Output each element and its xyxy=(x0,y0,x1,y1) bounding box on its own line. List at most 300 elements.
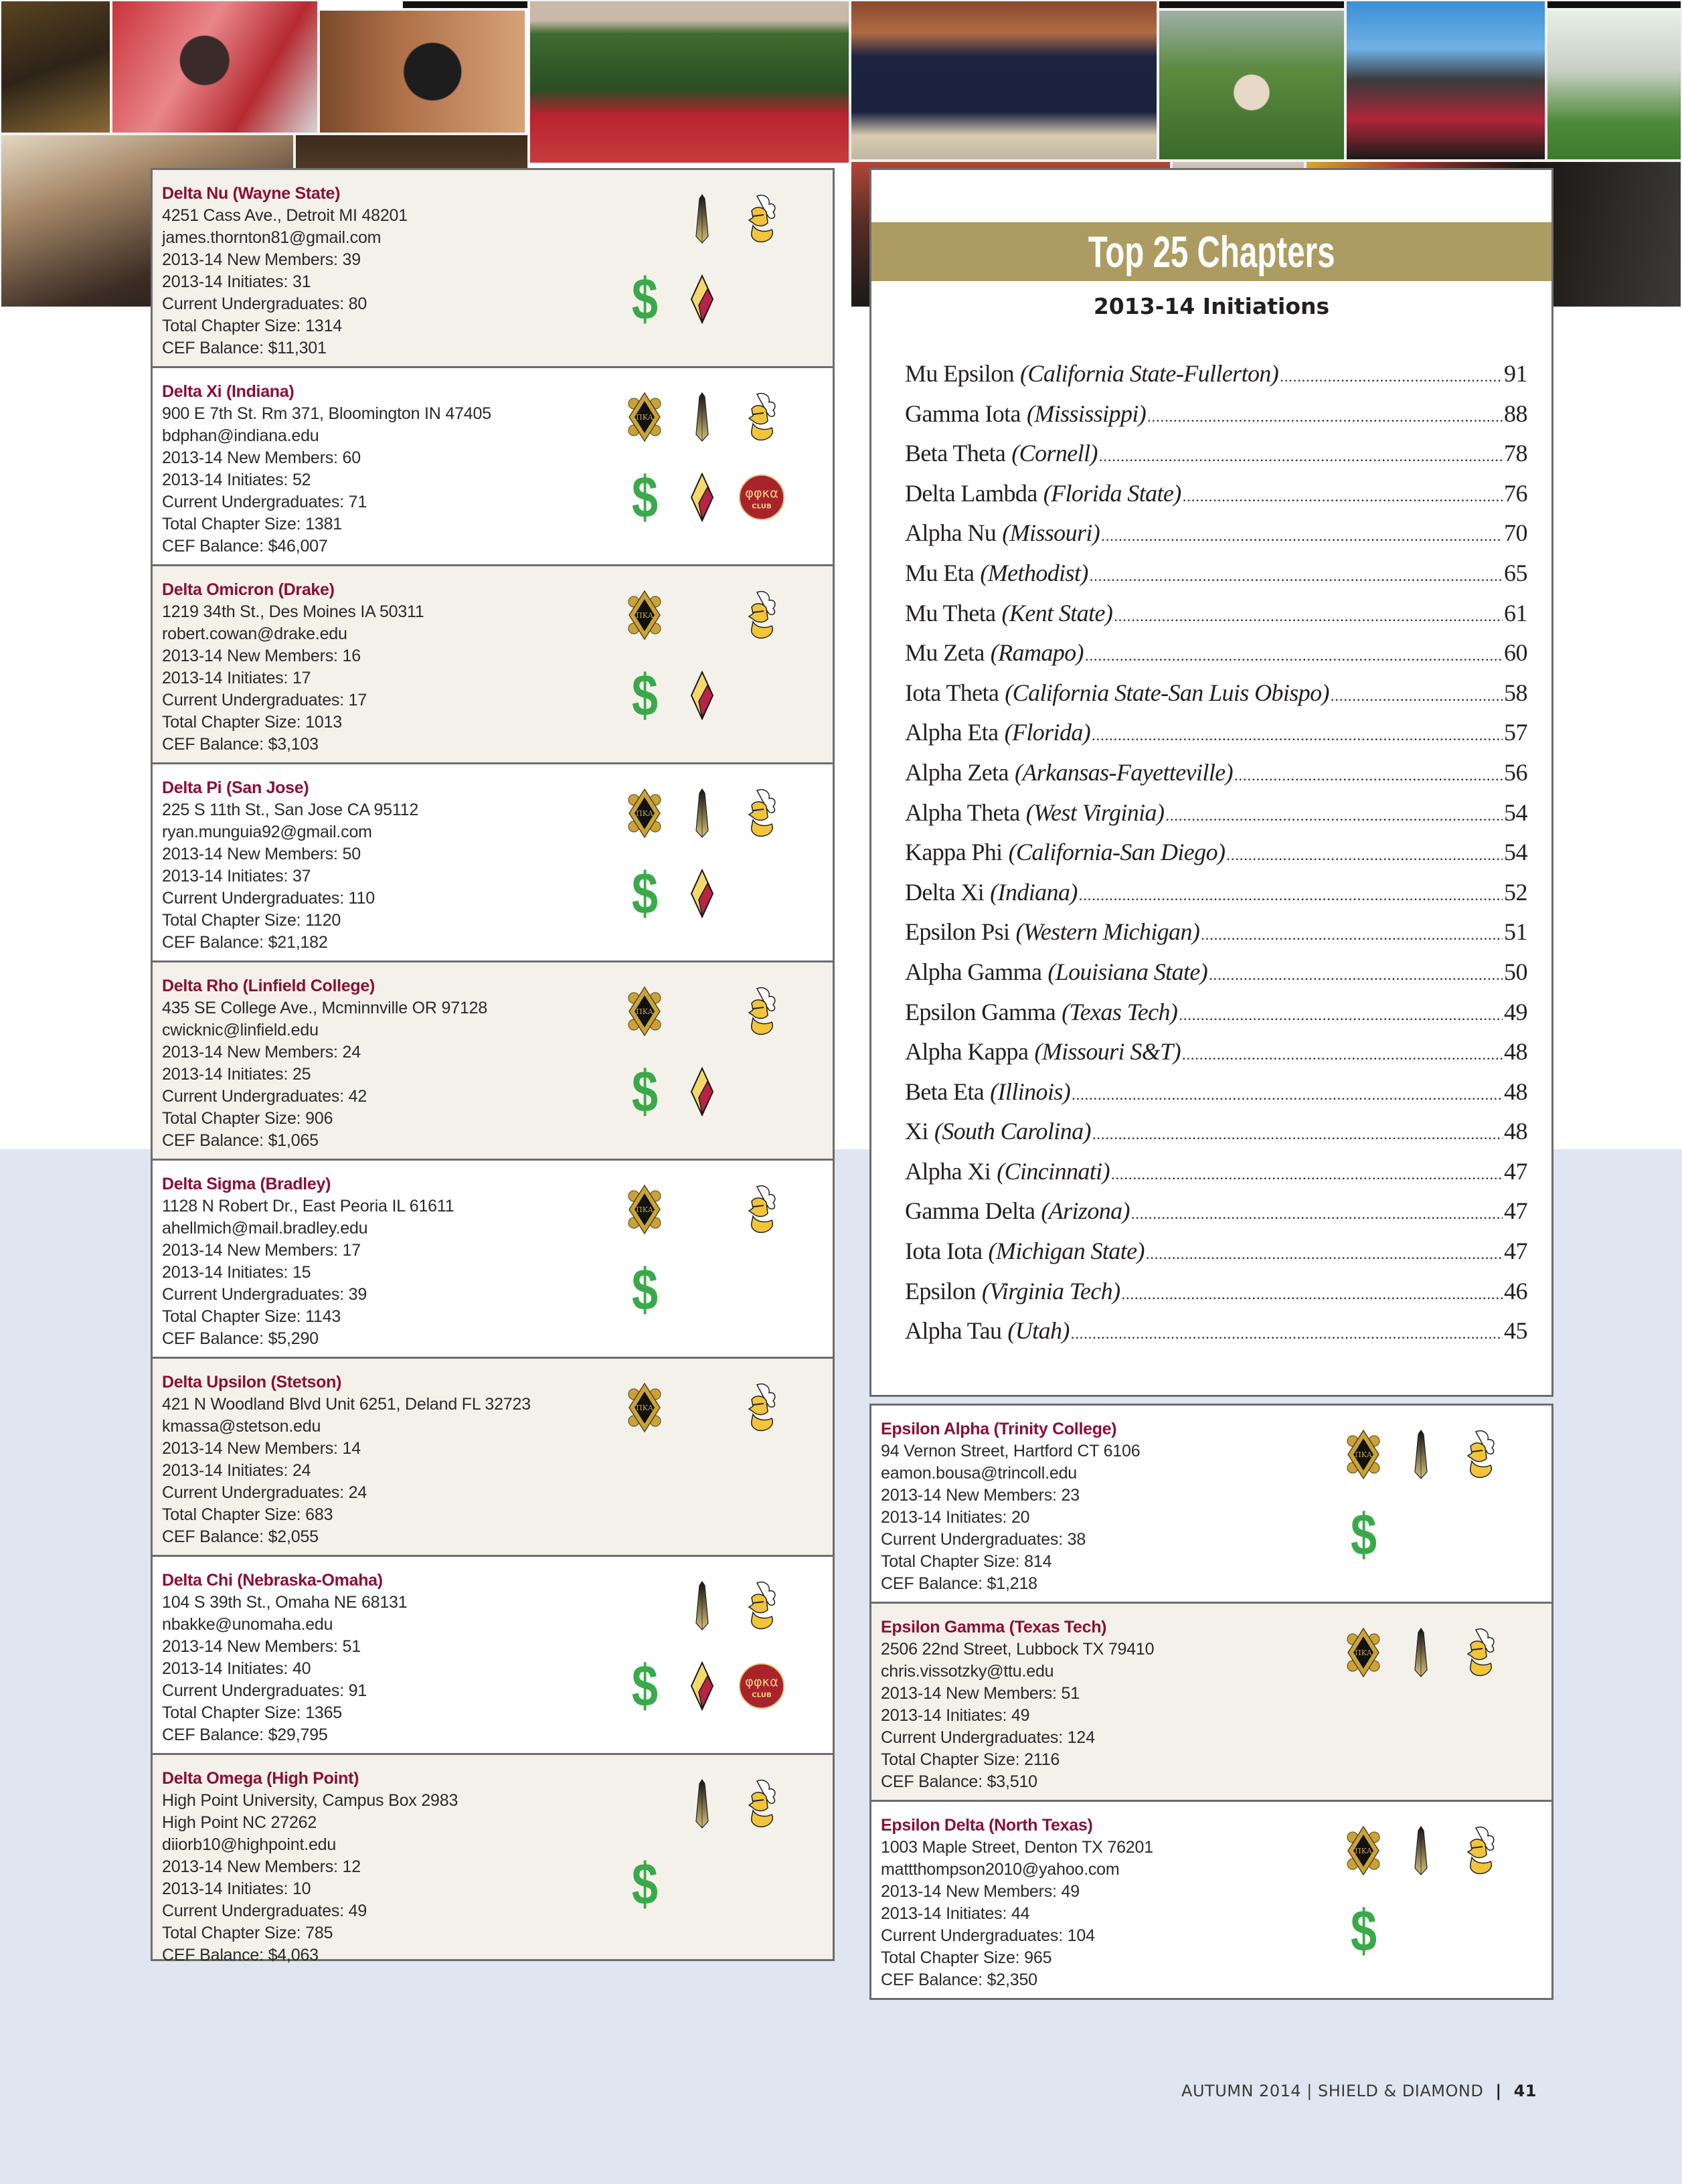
top25-row xyxy=(905,878,1527,918)
chapter-card xyxy=(871,1406,1551,1604)
chapter-undergrads: Current Undergraduates: 110 xyxy=(162,889,375,908)
top25-row xyxy=(905,679,1527,719)
award-icons xyxy=(621,1185,822,1345)
top25-school: (Missouri) xyxy=(1002,519,1100,547)
chapter-undergrads: Current Undergraduates: 39 xyxy=(162,1285,367,1304)
knight-icon xyxy=(1457,1628,1504,1677)
badge-icon xyxy=(621,1185,668,1234)
award-icons xyxy=(1340,1430,1541,1590)
football-player-photo xyxy=(111,0,319,134)
top25-school: (Mississippi) xyxy=(1026,400,1147,427)
top25-count: 51 xyxy=(1504,918,1527,946)
top25-row xyxy=(905,1197,1527,1237)
chapter-cef-balance: CEF Balance: $11,301 xyxy=(162,339,327,357)
top25-school: (Michigan State) xyxy=(988,1238,1145,1265)
top25-count: 48 xyxy=(1504,1078,1527,1105)
top25-chapter: Epsilon Psi xyxy=(905,918,1010,946)
chapter-address: 421 N Woodland Blvd Unit 6251, Deland FL 32723 xyxy=(162,1395,531,1414)
chapter-initiates: 2013-14 Initiates: 17 xyxy=(162,669,311,687)
top25-chapter: Iota Iota xyxy=(905,1238,983,1265)
chapter-email[interactable]: diiorb10@highpoint.edu xyxy=(162,1835,337,1854)
top25-row xyxy=(905,838,1527,878)
chapter-new-members: 2013-14 New Members: 12 xyxy=(162,1857,361,1876)
top25-school: (Western Michigan) xyxy=(1015,918,1200,946)
top25-chapter: Beta Eta xyxy=(905,1078,985,1105)
pika-banner-photo xyxy=(1345,0,1546,161)
chapter-undergrads: Current Undergraduates: 80 xyxy=(162,295,367,313)
top25-school: (California State-Fullerton) xyxy=(1020,360,1279,387)
top25-chapter: Gamma Delta xyxy=(905,1197,1035,1225)
top25-chapter: Delta Xi xyxy=(905,878,985,906)
chapter-name: Delta Omega (High Point) xyxy=(162,1769,359,1788)
badge-icon xyxy=(1340,1826,1387,1875)
dot-leader xyxy=(1092,1126,1503,1143)
dollar-icon xyxy=(621,1851,668,1917)
chapter-group-photo xyxy=(850,0,1158,161)
top25-chapter: Alpha Nu xyxy=(905,519,997,547)
knight-icon xyxy=(738,1581,785,1630)
club-icon xyxy=(738,1661,785,1711)
top25-list xyxy=(905,359,1527,1357)
chapter-address: 104 S 39th St., Omaha NE 68131 xyxy=(162,1593,408,1612)
top25-title: Top 25 Chapters xyxy=(1088,227,1335,276)
chapter-name: Delta Sigma (Bradley) xyxy=(162,1175,331,1193)
chapter-undergrads: Current Undergraduates: 17 xyxy=(162,691,367,709)
top25-row xyxy=(905,559,1527,599)
chapter-card xyxy=(871,1802,1551,1998)
chapter-cef-balance: CEF Balance: $3,510 xyxy=(881,1772,1037,1791)
chapter-card xyxy=(153,566,833,764)
top25-school: (Missouri S&T) xyxy=(1034,1038,1181,1066)
award-icons xyxy=(621,1779,822,1940)
badge-icon xyxy=(621,1383,668,1432)
dot-leader xyxy=(1183,488,1503,505)
top25-row xyxy=(905,639,1527,679)
top25-count: 57 xyxy=(1504,719,1527,746)
top25-row xyxy=(905,799,1527,839)
chapter-chapter-size: Total Chapter Size: 814 xyxy=(881,1552,1052,1571)
chapter-new-members: 2013-14 New Members: 39 xyxy=(162,250,361,269)
top25-chapter: Epsilon xyxy=(905,1277,976,1305)
top25-chapter: Alpha Zeta xyxy=(905,758,1009,786)
top25-school: (Arkansas-Fayetteville) xyxy=(1014,758,1233,786)
top25-count: 56 xyxy=(1504,758,1527,786)
chapter-new-members: 2013-14 New Members: 24 xyxy=(162,1043,361,1062)
chapter-undergrads: Current Undergraduates: 42 xyxy=(162,1087,367,1106)
basketball-player-photo xyxy=(319,9,526,134)
chapter-chapter-size: Total Chapter Size: 1013 xyxy=(162,713,342,732)
top25-panel xyxy=(869,168,1553,1397)
chapter-name: Delta Upsilon (Stetson) xyxy=(162,1373,342,1392)
award-icons xyxy=(621,987,822,1147)
top25-chapter: Gamma Iota xyxy=(905,400,1021,427)
dot-leader xyxy=(1121,1286,1503,1303)
dollar-icon xyxy=(621,464,668,530)
chapter-card xyxy=(153,1161,833,1359)
chapter-new-members: 2013-14 New Members: 51 xyxy=(162,1637,361,1656)
top25-chapter: Alpha Eta xyxy=(905,719,999,746)
dollar-icon xyxy=(621,1653,668,1719)
lacrosse-photo xyxy=(1546,9,1682,161)
chapter-cef-balance: CEF Balance: $2,055 xyxy=(162,1527,319,1546)
chapter-email[interactable]: james.thornton81@gmail.com xyxy=(162,228,382,247)
chapter-initiates: 2013-14 Initiates: 24 xyxy=(162,1461,311,1480)
top25-count: 54 xyxy=(1504,799,1527,826)
chapter-chapter-size: Total Chapter Size: 785 xyxy=(162,1924,333,1942)
top25-row xyxy=(905,479,1527,519)
top25-row xyxy=(905,918,1527,958)
top25-row xyxy=(905,758,1527,799)
chapter-cef-balance: CEF Balance: $1,218 xyxy=(881,1574,1037,1593)
chapter-email[interactable]: chris.vissotzky@ttu.edu xyxy=(881,1662,1054,1681)
photo-strip xyxy=(1158,0,1345,9)
top25-school: (Kent State) xyxy=(1001,599,1113,626)
chapter-email[interactable]: ahellmich@mail.bradley.edu xyxy=(162,1219,368,1238)
top25-count: 76 xyxy=(1504,479,1527,507)
knight-icon xyxy=(738,987,785,1036)
chapter-pika-letters-photo xyxy=(529,0,850,164)
chapter-info xyxy=(881,1418,1140,1595)
footer-separator: | xyxy=(1495,2082,1502,2100)
badge-icon xyxy=(621,392,668,442)
top25-chapter: Mu Eta xyxy=(905,559,975,586)
dot-leader xyxy=(1114,608,1503,625)
dot-leader xyxy=(1099,448,1503,465)
top25-count: 50 xyxy=(1504,958,1527,985)
dollar-icon xyxy=(621,662,668,728)
top25-count: 70 xyxy=(1504,519,1527,547)
chapter-info xyxy=(162,1371,531,1548)
dollar-icon xyxy=(621,860,668,926)
dot-leader xyxy=(1280,368,1503,386)
chapter-new-members: 2013-14 New Members: 51 xyxy=(881,1684,1080,1703)
chapter-undergrads: Current Undergraduates: 24 xyxy=(162,1483,367,1502)
dollar-sign-glyph: $ xyxy=(631,1058,658,1124)
obelisk-icon xyxy=(679,194,726,244)
top25-school: (South Carolina) xyxy=(934,1118,1091,1145)
knight-icon xyxy=(1457,1430,1504,1479)
chapter-cef-balance: CEF Balance: $46,007 xyxy=(162,537,328,556)
top25-count: 61 xyxy=(1504,599,1527,626)
top25-count: 46 xyxy=(1504,1277,1527,1305)
top25-chapter: Delta Lambda xyxy=(905,479,1037,507)
dot-leader xyxy=(1209,967,1503,984)
dot-leader xyxy=(1101,527,1503,545)
chapter-new-members: 2013-14 New Members: 49 xyxy=(881,1882,1080,1901)
club-icon xyxy=(738,473,785,522)
top25-chapter: Alpha Kappa xyxy=(905,1038,1029,1066)
badge-icon xyxy=(1340,1430,1387,1479)
chapter-email[interactable]: cwicknic@linfield.edu xyxy=(162,1021,319,1039)
chapter-new-members: 2013-14 New Members: 16 xyxy=(162,647,361,665)
chapter-initiates: 2013-14 Initiates: 40 xyxy=(162,1659,311,1678)
chapter-info xyxy=(881,1815,1153,1991)
chapter-name: Epsilon Gamma (Texas Tech) xyxy=(881,1618,1107,1636)
chapter-initiates: 2013-14 Initiates: 31 xyxy=(162,272,311,291)
top25-count: 45 xyxy=(1504,1317,1527,1345)
obelisk-icon xyxy=(1398,1628,1444,1677)
obelisk-icon xyxy=(679,1581,726,1630)
chapter-address: 1128 N Robert Dr., East Peoria IL 61611 xyxy=(162,1197,454,1215)
chapter-name: Delta Omicron (Drake) xyxy=(162,580,335,599)
dot-leader xyxy=(1090,568,1503,585)
chapter-card xyxy=(153,1557,833,1755)
photo-strip xyxy=(1546,0,1682,9)
chapter-address: 1219 34th St., Des Moines IA 50311 xyxy=(162,602,424,621)
chapter-initiates: 2013-14 Initiates: 37 xyxy=(162,867,311,886)
top25-school: (Cornell) xyxy=(1011,440,1098,467)
top25-row xyxy=(905,1117,1527,1157)
chapter-cef-balance: CEF Balance: $5,290 xyxy=(162,1329,319,1348)
obelisk-icon xyxy=(679,392,726,442)
chapter-initiates: 2013-14 Initiates: 10 xyxy=(162,1879,311,1898)
top25-count: 48 xyxy=(1504,1118,1527,1145)
dot-leader xyxy=(1165,807,1503,825)
award-icons xyxy=(1340,1628,1541,1788)
dollar-sign-glyph: $ xyxy=(631,266,658,332)
top25-row xyxy=(905,958,1527,998)
top25-count: 60 xyxy=(1504,639,1527,667)
top25-row xyxy=(905,599,1527,639)
chapter-undergrads: Current Undergraduates: 71 xyxy=(162,493,367,511)
knight-icon xyxy=(738,1779,785,1829)
top25-subtitle: 2013-14 Initiations xyxy=(1093,293,1330,319)
chapter-email[interactable]: nbakke@unomaha.edu xyxy=(162,1615,333,1634)
knight-icon xyxy=(738,194,785,244)
chapter-email[interactable]: kmassa@stetson.edu xyxy=(162,1417,321,1436)
knight-icon xyxy=(738,1185,785,1234)
chapter-chapter-size: Total Chapter Size: 906 xyxy=(162,1109,333,1128)
top25-school: (California State-San Luis Obispo) xyxy=(1005,679,1329,706)
chapter-chapter-size: Total Chapter Size: 2116 xyxy=(881,1750,1060,1769)
award-icons xyxy=(1340,1826,1541,1987)
chapter-undergrads: Current Undergraduates: 104 xyxy=(881,1926,1095,1945)
chapter-initiates: 2013-14 Initiates: 25 xyxy=(162,1065,311,1084)
top25-row xyxy=(905,1037,1527,1078)
award-icons xyxy=(621,1383,822,1543)
chapter-chapter-size: Total Chapter Size: 1365 xyxy=(162,1703,342,1722)
dot-leader xyxy=(1201,926,1503,944)
top25-school: (Arizona) xyxy=(1041,1197,1130,1225)
top25-school: (Illinois) xyxy=(990,1078,1071,1105)
top25-count: 47 xyxy=(1504,1157,1527,1185)
chapter-cef-balance: CEF Balance: $2,350 xyxy=(881,1970,1037,1989)
page-footer xyxy=(1181,2082,1537,2100)
chapter-undergrads: Current Undergraduates: 38 xyxy=(881,1530,1086,1549)
chapter-undergrads: Current Undergraduates: 91 xyxy=(162,1681,367,1700)
chapter-cef-balance: CEF Balance: $29,795 xyxy=(162,1726,328,1744)
top25-school: (California-San Diego) xyxy=(1008,839,1226,866)
chapter-email[interactable]: ryan.munguia92@gmail.com xyxy=(162,823,372,841)
chapter-cef-balance: CEF Balance: $21,182 xyxy=(162,933,328,952)
diamond-icon xyxy=(679,1661,726,1711)
badge-icon xyxy=(621,788,668,838)
dot-leader xyxy=(1234,767,1503,784)
chapter-card xyxy=(153,170,833,368)
dollar-sign-glyph: $ xyxy=(631,662,658,728)
chapter-cef-balance: CEF Balance: $1,065 xyxy=(162,1131,319,1150)
top25-school: (Florida) xyxy=(1004,719,1091,746)
chapter-chapter-size: Total Chapter Size: 1143 xyxy=(162,1307,341,1326)
chapter-name: Epsilon Alpha (Trinity College) xyxy=(881,1420,1117,1438)
top25-school: (Florida State) xyxy=(1043,479,1181,507)
chapter-address: 900 E 7th St. Rm 371, Bloomington IN 47405 xyxy=(162,404,491,423)
chapter-info xyxy=(162,1768,458,1966)
chapter-address: 2506 22nd Street, Lubbock TX 79410 xyxy=(881,1640,1155,1659)
top25-chapter: Alpha Xi xyxy=(905,1157,991,1185)
diamond-icon xyxy=(679,473,726,522)
dot-leader xyxy=(1226,847,1503,864)
chapter-info xyxy=(881,1616,1154,1793)
dot-leader xyxy=(1146,1246,1503,1263)
top25-school: (Methodist) xyxy=(980,559,1088,586)
dot-leader xyxy=(1071,1325,1503,1343)
top25-chapter: Mu Theta xyxy=(905,599,996,626)
top25-title-band xyxy=(871,222,1551,281)
dollar-icon xyxy=(621,1256,668,1323)
dot-leader xyxy=(1182,1046,1503,1064)
chapter-name: Delta Pi (San Jose) xyxy=(162,778,309,797)
issue-label: AUTUMN 2014 | SHIELD & DIAMOND xyxy=(1181,2082,1484,2100)
top25-count: 47 xyxy=(1504,1238,1527,1265)
dot-leader xyxy=(1092,727,1503,744)
chapter-initiates: 2013-14 Initiates: 44 xyxy=(881,1904,1030,1923)
top25-count: 54 xyxy=(1504,839,1527,866)
chapter-address: 435 SE College Ave., Mcminnville OR 97128 xyxy=(162,999,488,1017)
dot-leader xyxy=(1085,647,1503,665)
dot-leader xyxy=(1131,1205,1503,1223)
chapter-info xyxy=(162,777,418,954)
chapter-new-members: 2013-14 New Members: 60 xyxy=(162,448,361,467)
dollar-sign-glyph: $ xyxy=(1350,1501,1377,1568)
top25-row xyxy=(905,1277,1527,1317)
chapter-address: High Point NC 27262 xyxy=(162,1813,317,1832)
chapter-initiates: 2013-14 Initiates: 49 xyxy=(881,1706,1030,1725)
top25-school: (Louisiana State) xyxy=(1047,958,1208,985)
chapter-chapter-size: Total Chapter Size: 1120 xyxy=(162,911,341,930)
chapter-cef-balance: CEF Balance: $4,063 xyxy=(162,1946,319,1964)
obelisk-icon xyxy=(679,1779,726,1829)
chapter-name: Delta Nu (Wayne State) xyxy=(162,184,341,203)
knight-icon xyxy=(1457,1826,1504,1875)
knight-icon xyxy=(738,788,785,838)
knight-icon xyxy=(738,590,785,640)
chapter-initiates: 2013-14 Initiates: 20 xyxy=(881,1508,1030,1527)
diamond-icon xyxy=(679,274,726,324)
dollar-sign-glyph: $ xyxy=(631,464,658,530)
chapter-card xyxy=(153,1755,833,1964)
top25-row xyxy=(905,439,1527,479)
top25-row xyxy=(905,1237,1527,1277)
award-icons xyxy=(621,392,822,553)
chapter-email[interactable]: robert.cowan@drake.edu xyxy=(162,624,347,643)
chapter-address: 94 Vernon Street, Hartford CT 6106 xyxy=(881,1442,1141,1460)
top25-row xyxy=(905,1078,1527,1118)
dollar-sign-glyph: $ xyxy=(631,1256,658,1323)
dollar-icon xyxy=(1340,1898,1387,1964)
top25-count: 52 xyxy=(1504,878,1527,906)
award-icons xyxy=(621,1581,822,1742)
chapter-info xyxy=(162,1570,407,1746)
chapter-card xyxy=(153,962,833,1161)
diamond-icon xyxy=(679,671,726,720)
top25-row xyxy=(905,718,1527,758)
obelisk-icon xyxy=(679,788,726,838)
dot-leader xyxy=(1331,687,1503,705)
dollar-sign-glyph: $ xyxy=(631,1653,658,1719)
top25-count: 88 xyxy=(1504,400,1527,427)
top25-school: (Utah) xyxy=(1007,1317,1070,1345)
chapter-info xyxy=(162,183,408,359)
diamond-icon xyxy=(679,869,726,918)
chapter-chapter-size: Total Chapter Size: 1381 xyxy=(162,515,342,533)
top25-row xyxy=(905,359,1527,400)
hiker-photo xyxy=(1158,9,1345,161)
chapter-new-members: 2013-14 New Members: 17 xyxy=(162,1241,361,1260)
badge-icon xyxy=(1340,1628,1387,1677)
top25-chapter: Mu Epsilon xyxy=(905,360,1015,387)
page-number: 41 xyxy=(1513,2082,1537,2100)
dot-leader xyxy=(1079,887,1503,904)
chapter-initiates: 2013-14 Initiates: 52 xyxy=(162,471,311,489)
chapter-address: 4251 Cass Ave., Detroit MI 48201 xyxy=(162,206,408,225)
top25-chapter: Epsilon Gamma xyxy=(905,998,1056,1025)
top25-chapter: Alpha Tau xyxy=(905,1317,1002,1345)
chapter-card xyxy=(153,368,833,566)
award-ceremony-photo xyxy=(0,0,111,134)
top25-count: 49 xyxy=(1504,998,1527,1025)
chapter-info xyxy=(162,579,424,756)
dollar-sign-glyph: $ xyxy=(631,860,658,926)
obelisk-icon xyxy=(1398,1430,1444,1479)
top25-school: (Indiana) xyxy=(990,878,1078,906)
award-icons xyxy=(621,590,822,751)
chapter-name: Delta Xi (Indiana) xyxy=(162,382,295,401)
chapter-new-members: 2013-14 New Members: 23 xyxy=(881,1486,1080,1505)
chapter-email[interactable]: eamon.bousa@trincoll.edu xyxy=(881,1464,1077,1483)
chapter-email[interactable]: mattthompson2010@yahoo.com xyxy=(881,1860,1120,1879)
top25-count: 91 xyxy=(1504,360,1527,387)
top25-row xyxy=(905,519,1527,559)
chapter-card xyxy=(871,1604,1551,1802)
chapter-name: Epsilon Delta (North Texas) xyxy=(881,1816,1093,1835)
obelisk-icon xyxy=(1398,1826,1444,1875)
chapter-list-left xyxy=(151,168,835,1964)
chapter-chapter-size: Total Chapter Size: 683 xyxy=(162,1505,333,1524)
knight-icon xyxy=(738,1383,785,1432)
top25-chapter: Beta Theta xyxy=(905,440,1006,467)
chapter-card xyxy=(153,764,833,962)
chapter-list-right xyxy=(869,1404,1553,2000)
dot-leader xyxy=(1147,408,1503,426)
award-icons xyxy=(621,194,822,355)
chapter-cef-balance: CEF Balance: $3,103 xyxy=(162,735,319,754)
badge-icon xyxy=(621,590,668,640)
chapter-initiates: 2013-14 Initiates: 15 xyxy=(162,1263,311,1282)
top25-count: 58 xyxy=(1504,679,1527,706)
chapter-info xyxy=(162,1173,454,1350)
top25-count: 47 xyxy=(1504,1197,1527,1225)
top25-chapter: Xi xyxy=(905,1118,928,1145)
top25-school: (West Virginia) xyxy=(1025,799,1165,826)
knight-icon xyxy=(738,392,785,442)
chapter-email[interactable]: bdphan@indiana.edu xyxy=(162,426,319,445)
chapter-undergrads: Current Undergraduates: 49 xyxy=(162,1902,367,1920)
dollar-icon xyxy=(621,266,668,332)
dot-leader xyxy=(1111,1166,1503,1183)
chapter-undergrads: Current Undergraduates: 124 xyxy=(881,1728,1095,1747)
dot-leader xyxy=(1072,1086,1503,1104)
